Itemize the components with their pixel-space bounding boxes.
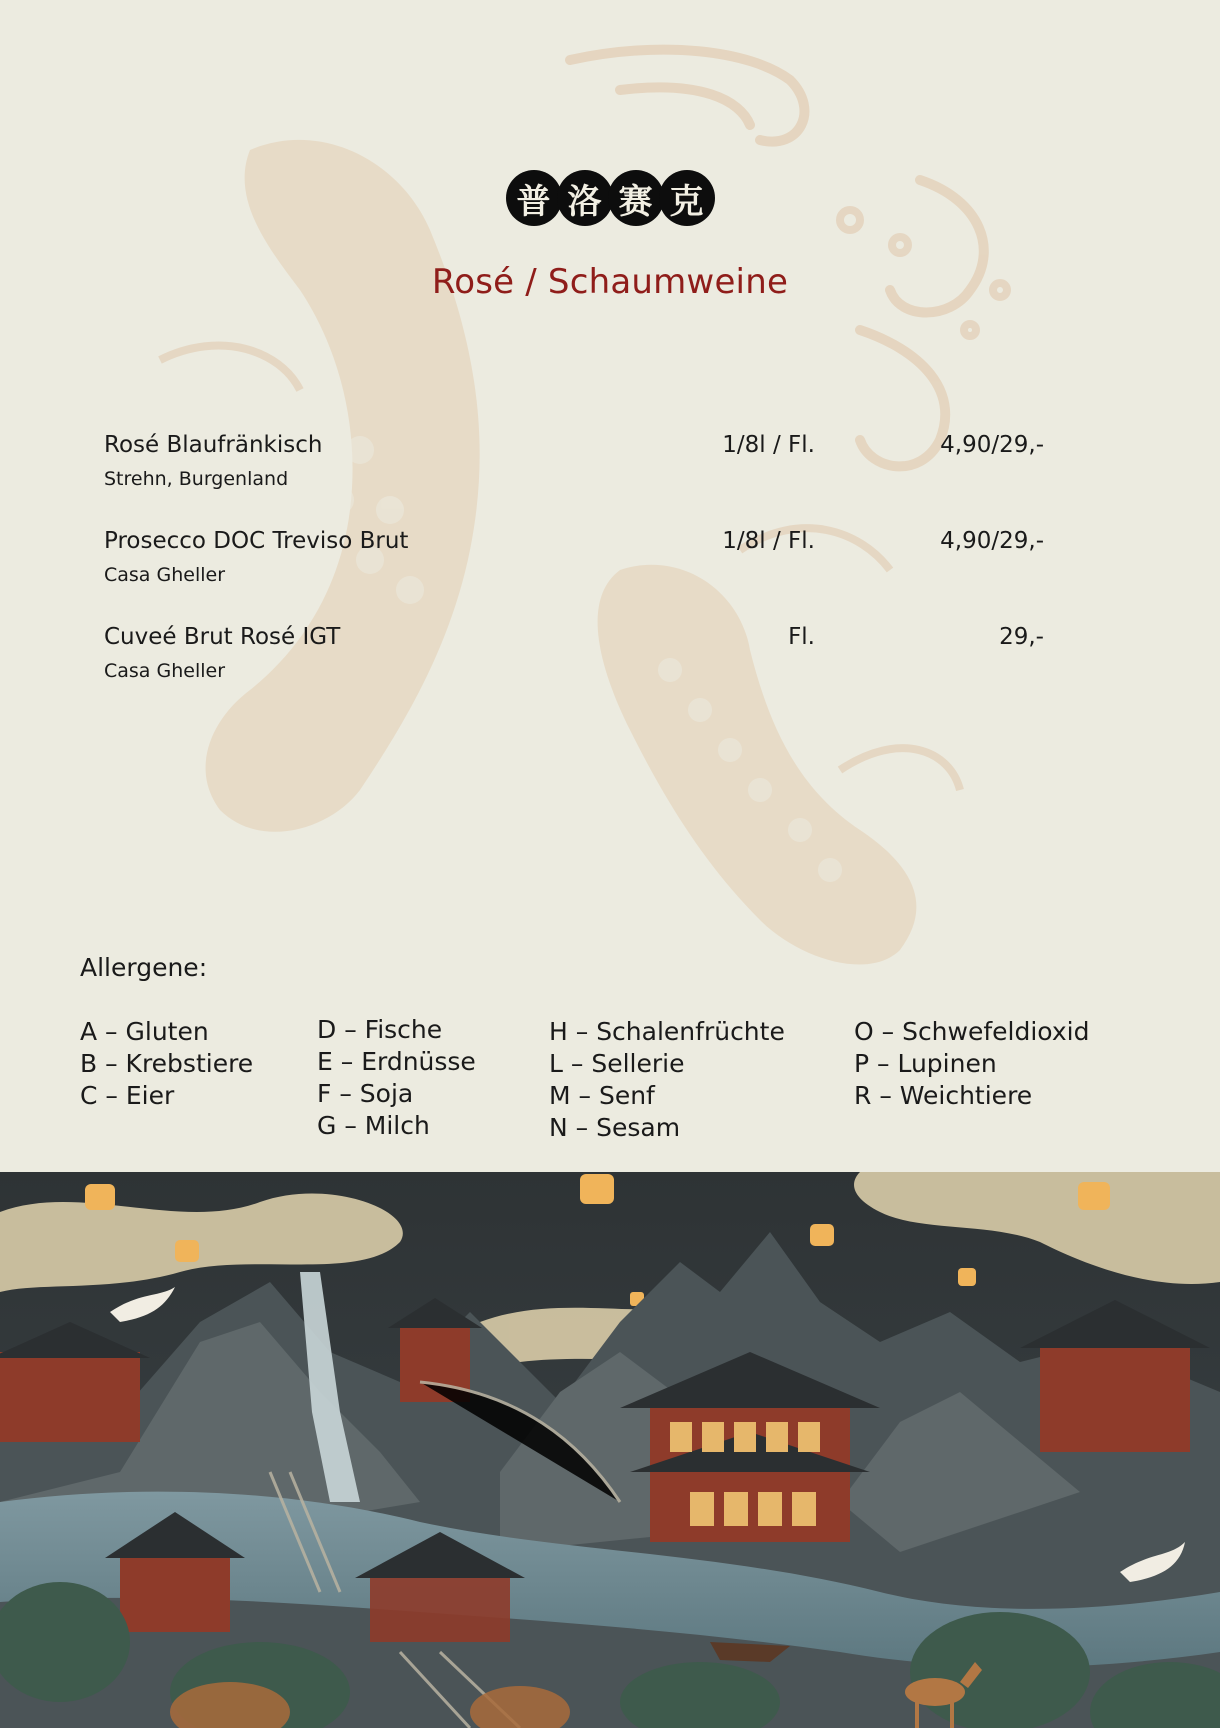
wine-size: 1/8l / Fl. <box>722 432 815 458</box>
chinese-landscape-illustration <box>0 1172 1220 1728</box>
allergen-entry: L – Sellerie <box>549 1049 685 1078</box>
restaurant-logo <box>0 170 1220 226</box>
wine-price: 29,- <box>999 624 1044 650</box>
wine-list <box>104 432 1044 720</box>
wine-item <box>104 624 1044 720</box>
page-title: Rosé / Schaumweine <box>431 262 789 302</box>
wine-producer: Casa Gheller <box>104 660 226 682</box>
allergen-entry: R – Weichtiere <box>854 1081 1033 1110</box>
wine-producer: Casa Gheller <box>104 564 226 586</box>
allergen-entry: E – Erdnüsse <box>317 1047 476 1076</box>
allergen-entry: P – Lupinen <box>854 1049 997 1078</box>
wine-name: Prosecco DOC Treviso Brut <box>104 528 409 554</box>
logo-character: 赛 <box>608 170 664 226</box>
logo-character: 克 <box>659 170 715 226</box>
wine-size: Fl. <box>788 624 815 650</box>
allergen-column <box>549 1016 785 1144</box>
allergen-entry: H – Schalenfrüchte <box>549 1017 785 1046</box>
wine-item <box>104 432 1044 528</box>
allergen-column <box>80 1016 253 1112</box>
allergen-heading: Allergene: <box>80 953 208 982</box>
wine-producer: Strehn, Burgenland <box>104 468 289 490</box>
allergen-entry: B – Krebstiere <box>80 1049 254 1078</box>
allergen-entry: A – Gluten <box>80 1017 209 1046</box>
allergen-entry: F – Soja <box>317 1079 414 1108</box>
allergen-entry: N – Sesam <box>549 1113 681 1142</box>
logo-character: 普 <box>506 170 562 226</box>
allergen-entry: D – Fische <box>317 1015 443 1044</box>
wine-name: Cuveé Brut Rosé IGT <box>104 624 341 650</box>
wine-price: 4,90/29,- <box>940 528 1044 554</box>
logo-character: 洛 <box>557 170 613 226</box>
wine-item <box>104 528 1044 624</box>
wine-name: Rosé Blaufränkisch <box>104 432 323 458</box>
wine-price: 4,90/29,- <box>940 432 1044 458</box>
allergen-entry: C – Eier <box>80 1081 175 1110</box>
allergen-entry: M – Senf <box>549 1081 655 1110</box>
allergen-column <box>317 1014 476 1142</box>
allergen-column <box>854 1016 1089 1112</box>
wine-size: 1/8l / Fl. <box>722 528 815 554</box>
allergen-entry: O – Schwefeldioxid <box>854 1017 1090 1046</box>
allergen-entry: G – Milch <box>317 1111 430 1140</box>
